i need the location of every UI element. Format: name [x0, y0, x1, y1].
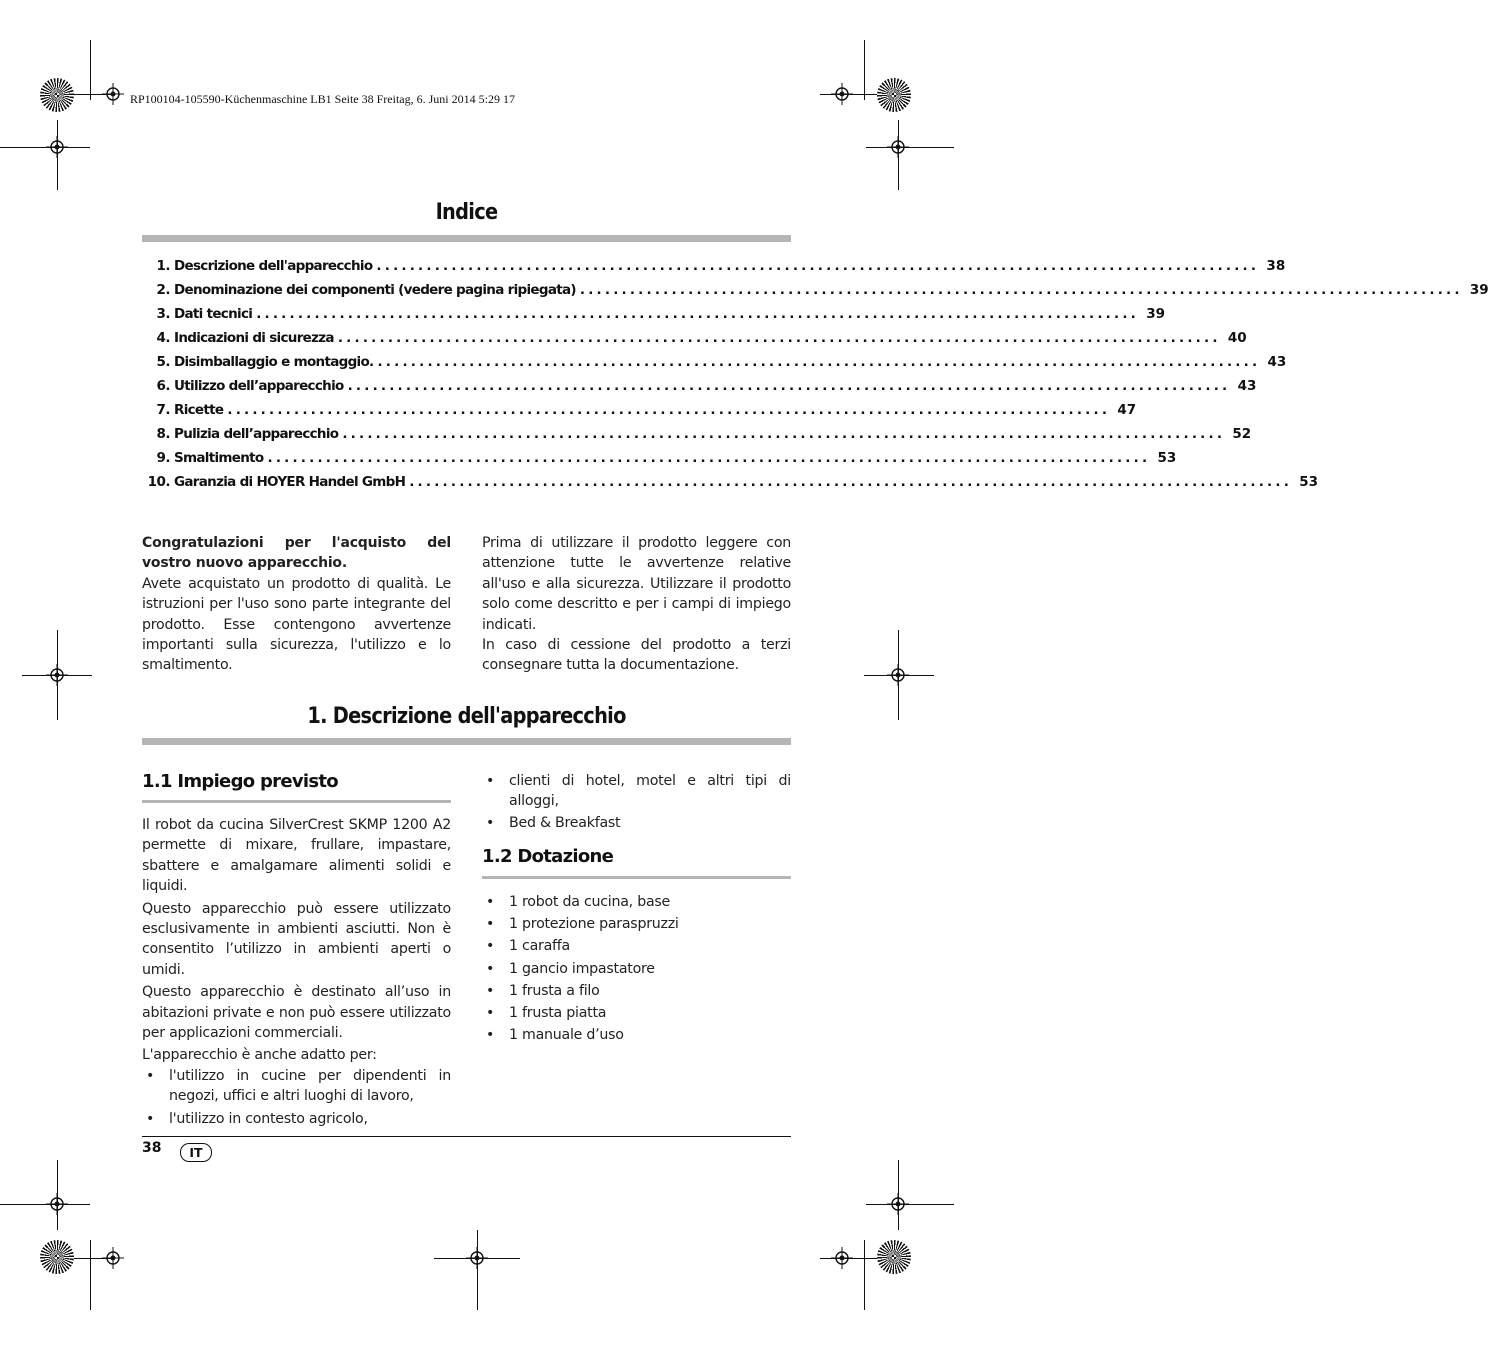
intro-left-column	[142, 533, 451, 676]
toc-number: 2.	[156, 282, 170, 298]
list-item: • 1 frusta piatta	[482, 1002, 791, 1024]
toc-number: 10.	[147, 474, 170, 490]
starburst-target-icon	[877, 78, 911, 112]
index-title: Indice	[435, 200, 498, 225]
crosshair-circle-icon	[102, 1247, 124, 1269]
toc-page: 38	[1266, 258, 1286, 274]
toc-entry[interactable]	[142, 470, 1319, 494]
list-item: • l'utilizzo in contesto agricolo,	[142, 1109, 451, 1129]
toc-page: 43	[1237, 378, 1257, 394]
list-item: • Bed & Breakfast	[482, 813, 791, 833]
toc-number: 7.	[156, 402, 170, 418]
toc-number: 1.	[156, 258, 170, 274]
toc-entry[interactable]	[142, 422, 1252, 446]
package-contents	[482, 891, 791, 1046]
toc-number: 8.	[156, 426, 170, 442]
toc-page: 53	[1299, 474, 1319, 490]
crosshair-circle-icon	[887, 664, 909, 686]
toc-title: Disimballaggio e montaggio.	[174, 354, 374, 370]
starburst-target-icon	[877, 1240, 911, 1274]
toc-number: 9.	[156, 450, 170, 466]
paragraph: L'apparecchio è anche adatto per:	[142, 1047, 377, 1064]
language-badge: IT	[180, 1143, 212, 1162]
intro-heading: Congratulazioni per l'acquisto del vostro nuovo apparecchio.	[142, 535, 451, 572]
section-title: 1. Descrizione dell'apparecchio	[307, 704, 626, 729]
toc-number: 5.	[156, 354, 170, 370]
toc-title: Smaltimento	[174, 450, 264, 466]
list-item: • 1 caraffa	[482, 935, 791, 957]
footer-rule	[142, 1136, 791, 1137]
suitability-list	[142, 1066, 451, 1129]
toc-leader: ..........................................................................................................	[376, 258, 1260, 274]
toc-title: Descrizione dell'apparecchio	[174, 258, 373, 274]
toc-page: 53	[1157, 450, 1177, 466]
index-title-rule	[142, 235, 791, 242]
toc-leader: ..........................................................................................................	[579, 282, 1463, 298]
toc-leader: ..........................................................................................................	[377, 354, 1261, 370]
section-title-rule	[142, 738, 791, 745]
toc-title: Indicazioni di sicurezza	[174, 330, 334, 346]
crosshair-circle-icon	[831, 1247, 853, 1269]
paragraph: Questo apparecchio è destinato all’uso in abitazioni private e non può essere utilizzato per applicazioni commerciali.	[142, 984, 451, 1042]
toc-page: 39	[1146, 306, 1165, 322]
list-item: • 1 robot da cucina, base	[482, 891, 791, 913]
subsection-rule	[142, 800, 451, 803]
crosshair-circle-icon	[831, 83, 853, 105]
intro-paragraph: In caso di cessione del prodotto a terzi consegnare tutta la documentazione.	[482, 637, 791, 674]
list-item: • 1 frusta a filo	[482, 980, 791, 1002]
crosshair-circle-icon	[887, 136, 909, 158]
crosshair-circle-icon	[46, 136, 68, 158]
toc-number: 6.	[156, 378, 170, 394]
toc-entry[interactable]	[142, 326, 1247, 350]
toc-title: Garanzia di HOYER Handel GmbH	[174, 474, 406, 490]
print-slug: RP100104-105590-Küchenmaschine LB1 Seite 38 Freitag, 6. Juni 2014 5:29 17	[130, 92, 515, 106]
toc-number: 3.	[156, 306, 170, 322]
page-number: 38	[142, 1140, 162, 1156]
toc-entry[interactable]	[142, 398, 1137, 422]
subsection-title: 1.2 Dotazione	[482, 846, 614, 867]
toc-page: 40	[1227, 330, 1247, 346]
toc-page: 47	[1117, 402, 1137, 418]
toc-entry[interactable]	[142, 374, 1257, 398]
toc-leader: ..........................................................................................................	[267, 450, 1151, 466]
toc-title: Ricette	[174, 402, 224, 418]
list-item: • 1 gancio impastatore	[482, 958, 791, 980]
intro-right-column	[482, 533, 791, 676]
toc-title: Dati tecnici	[174, 306, 253, 322]
toc-title: Utilizzo dell’apparecchio	[174, 378, 344, 394]
toc-number: 4.	[156, 330, 170, 346]
list-item: • l'utilizzo in cucine per dipendenti in negozi, uffici e altri luoghi di lavoro,	[142, 1066, 451, 1107]
toc-leader: ..........................................................................................................	[347, 378, 1231, 394]
crosshair-circle-icon	[46, 1193, 68, 1215]
subsection-rule	[482, 876, 791, 879]
starburst-target-icon	[40, 1240, 74, 1274]
toc-entry[interactable]	[142, 278, 1489, 302]
list-item: • 1 protezione paraspruzzi	[482, 913, 791, 935]
toc-entry[interactable]	[142, 254, 1286, 278]
toc-title: Denominazione dei componenti (vedere pagina ripiegata)	[174, 282, 576, 298]
toc-page: 52	[1232, 426, 1252, 442]
toc-page: 43	[1267, 354, 1287, 370]
crosshair-circle-icon	[46, 664, 68, 686]
toc-entry[interactable]	[142, 302, 1165, 326]
paragraph: Il robot da cucina SilverCrest SKMP 1200 A2 permette di mixare, frullare, impastare, sbattere e amalgamare alimenti solidi e liquidi.	[142, 817, 451, 895]
subsection-title: 1.1 Impiego previsto	[142, 771, 338, 792]
crosshair-circle-icon	[466, 1247, 488, 1269]
suitability-list-continued	[482, 771, 791, 833]
toc-page: 39	[1469, 282, 1489, 298]
toc-leader: ..........................................................................................................	[256, 306, 1139, 322]
toc-leader: ..........................................................................................................	[337, 330, 1221, 346]
toc-leader: ..........................................................................................................	[342, 426, 1226, 442]
table-of-contents	[142, 254, 1489, 494]
paragraph: Questo apparecchio può essere utilizzato esclusivamente in ambienti asciutti. Non è consentito l’utilizzo in ambienti aperti o umidi.	[142, 900, 451, 978]
crosshair-circle-icon	[102, 83, 124, 105]
crosshair-circle-icon	[887, 1193, 909, 1215]
toc-entry[interactable]	[142, 350, 1287, 374]
toc-entry[interactable]	[142, 446, 1177, 470]
intro-paragraph: Prima di utilizzare il prodotto leggere con attenzione tutte le avvertenze relative all'uso e alla sicurezza. Utilizzare il prodotto solo come descritto e per i campi di impiego indicati.	[482, 535, 791, 633]
toc-leader: ..........................................................................................................	[409, 474, 1293, 490]
list-item: • 1 manuale d’uso	[482, 1024, 791, 1046]
toc-leader: ..........................................................................................................	[227, 402, 1111, 418]
list-item: • clienti di hotel, motel e altri tipi di alloggi,	[482, 771, 791, 812]
starburst-target-icon	[40, 78, 74, 112]
toc-title: Pulizia dell’apparecchio	[174, 426, 339, 442]
intro-paragraph: Avete acquistato un prodotto di qualità. Le istruzioni per l'uso sono parte integrante del prodotto. Esse contengono avvertenze importanti sulla sicurezza, l'utilizzo e lo smaltimento.	[142, 575, 451, 674]
intended-use-text	[142, 815, 451, 1129]
